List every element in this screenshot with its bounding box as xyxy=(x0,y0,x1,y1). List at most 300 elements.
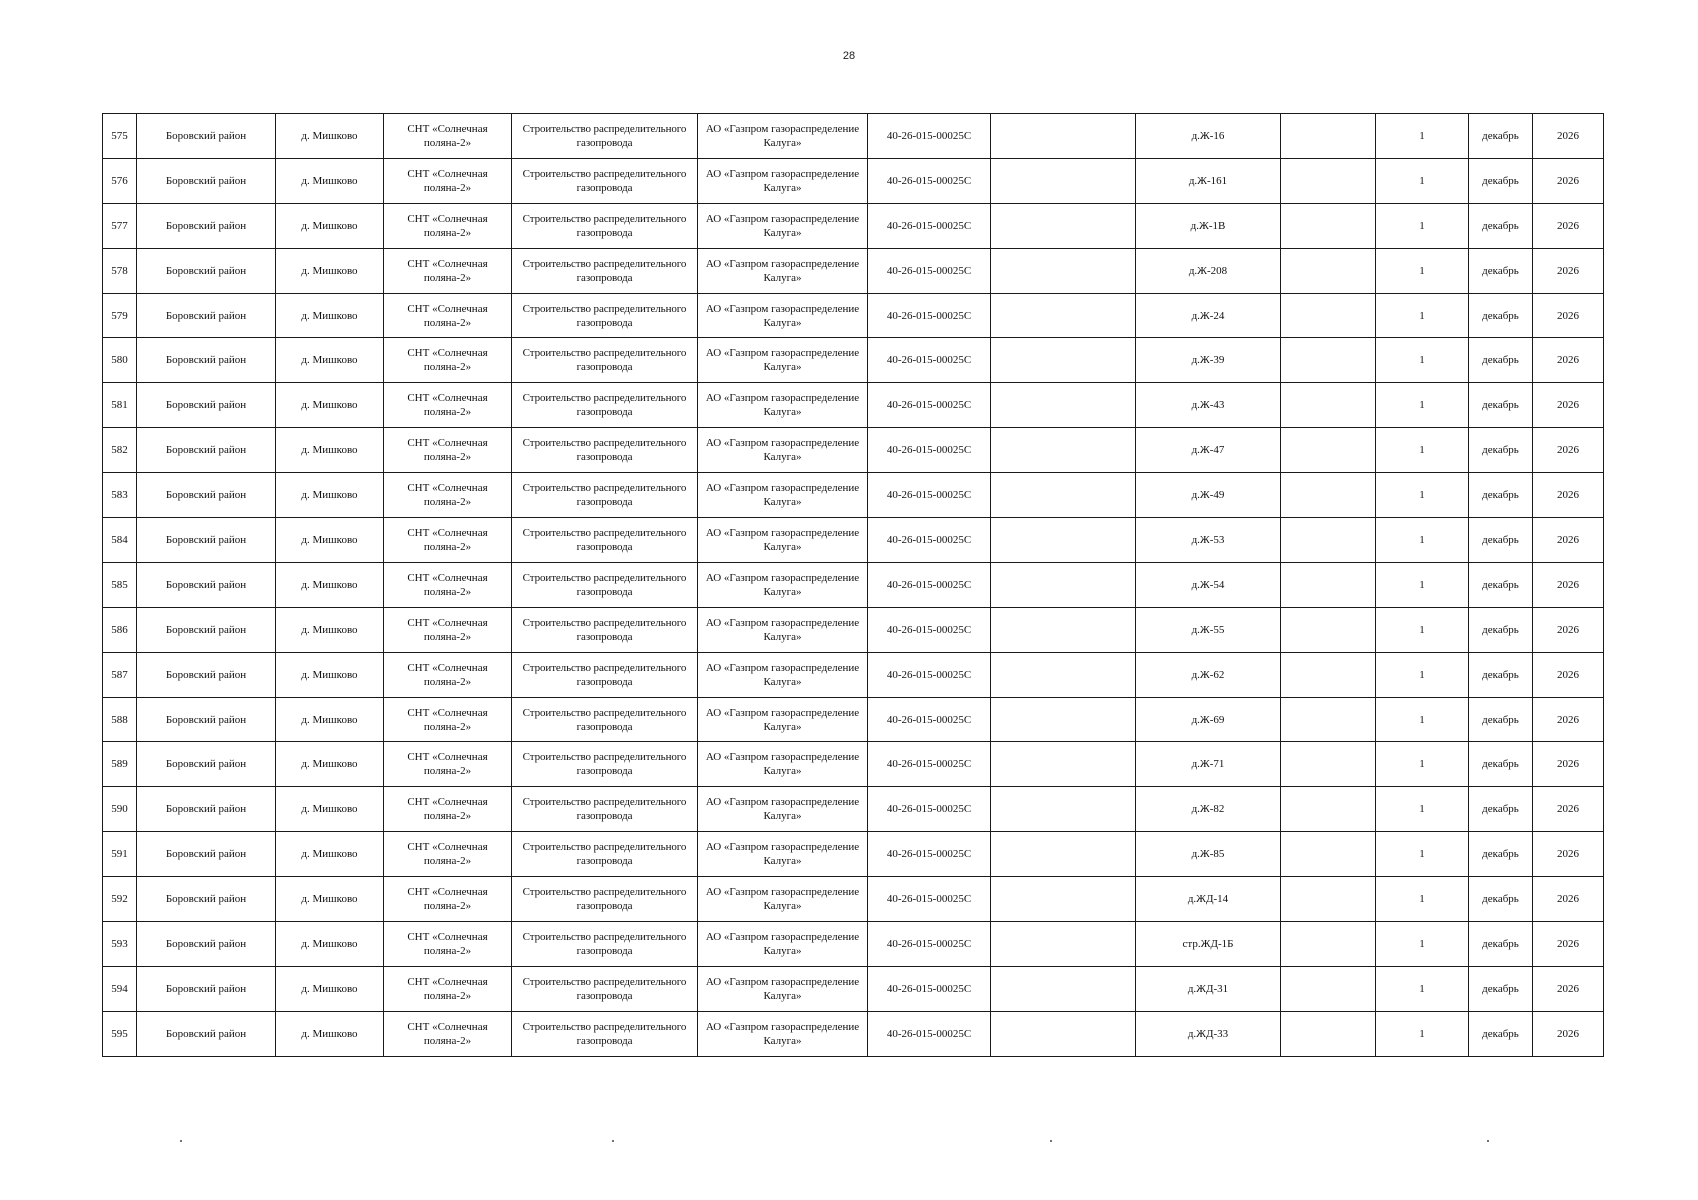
row-number-cell: 579 xyxy=(103,293,137,338)
organization-cell: АО «Газпром газораспределение Калуга» xyxy=(698,428,868,473)
month-cell: декабрь xyxy=(1469,293,1533,338)
month-cell: декабрь xyxy=(1469,652,1533,697)
table-row xyxy=(103,966,1604,1011)
project-code-cell: 40-26-015-00025С xyxy=(868,158,991,203)
snt-name-cell: СНТ «Солнечная поляна-2» xyxy=(384,293,512,338)
month-cell: декабрь xyxy=(1469,922,1533,967)
empty-cell xyxy=(991,877,1136,922)
empty-cell xyxy=(1281,652,1376,697)
empty-cell xyxy=(991,787,1136,832)
locality-cell: д. Мишково xyxy=(276,652,384,697)
year-cell: 2026 xyxy=(1533,832,1604,877)
empty-cell xyxy=(1281,1011,1376,1056)
month-cell: декабрь xyxy=(1469,518,1533,563)
locality-cell: д. Мишково xyxy=(276,248,384,293)
row-number-cell: 576 xyxy=(103,158,137,203)
month-cell: декабрь xyxy=(1469,966,1533,1011)
project-code-cell: 40-26-015-00025С xyxy=(868,607,991,652)
month-cell: декабрь xyxy=(1469,787,1533,832)
year-cell: 2026 xyxy=(1533,922,1604,967)
organization-cell: АО «Газпром газораспределение Калуга» xyxy=(698,248,868,293)
organization-cell: АО «Газпром газораспределение Калуга» xyxy=(698,787,868,832)
project-code-cell: 40-26-015-00025С xyxy=(868,338,991,383)
empty-cell xyxy=(1281,248,1376,293)
year-cell: 2026 xyxy=(1533,966,1604,1011)
organization-cell: АО «Газпром газораспределение Калуга» xyxy=(698,518,868,563)
empty-cell xyxy=(991,922,1136,967)
organization-cell: АО «Газпром газораспределение Калуга» xyxy=(698,293,868,338)
organization-cell: АО «Газпром газораспределение Калуга» xyxy=(698,697,868,742)
organization-cell: АО «Газпром газораспределение Калуга» xyxy=(698,473,868,518)
page-number: 28 xyxy=(842,50,856,62)
object-address-cell: д.Ж-71 xyxy=(1136,742,1281,787)
empty-cell xyxy=(1281,428,1376,473)
empty-cell xyxy=(991,518,1136,563)
quantity-cell: 1 xyxy=(1376,832,1469,877)
month-cell: декабрь xyxy=(1469,1011,1533,1056)
project-code-cell: 40-26-015-00025С xyxy=(868,966,991,1011)
snt-name-cell: СНТ «Солнечная поляна-2» xyxy=(384,966,512,1011)
quantity-cell: 1 xyxy=(1376,966,1469,1011)
table-row xyxy=(103,248,1604,293)
organization-cell: АО «Газпром газораспределение Калуга» xyxy=(698,652,868,697)
snt-name-cell: СНТ «Солнечная поляна-2» xyxy=(384,473,512,518)
table-row xyxy=(103,203,1604,248)
quantity-cell: 1 xyxy=(1376,338,1469,383)
month-cell: декабрь xyxy=(1469,607,1533,652)
quantity-cell: 1 xyxy=(1376,877,1469,922)
table-row xyxy=(103,607,1604,652)
work-type-cell: Строительство распределительного газопровода xyxy=(512,428,698,473)
table-row xyxy=(103,832,1604,877)
organization-cell: АО «Газпром газораспределение Калуга» xyxy=(698,832,868,877)
work-type-cell: Строительство распределительного газопровода xyxy=(512,922,698,967)
locality-cell: д. Мишково xyxy=(276,158,384,203)
row-number-cell: 594 xyxy=(103,966,137,1011)
object-address-cell: д.Ж-24 xyxy=(1136,293,1281,338)
gasification-registry-table xyxy=(102,113,1604,1057)
district-cell: Боровский район xyxy=(137,383,276,428)
work-type-cell: Строительство распределительного газопровода xyxy=(512,832,698,877)
locality-cell: д. Мишково xyxy=(276,697,384,742)
year-cell: 2026 xyxy=(1533,293,1604,338)
quantity-cell: 1 xyxy=(1376,922,1469,967)
snt-name-cell: СНТ «Солнечная поляна-2» xyxy=(384,787,512,832)
district-cell: Боровский район xyxy=(137,1011,276,1056)
quantity-cell: 1 xyxy=(1376,383,1469,428)
row-number-cell: 584 xyxy=(103,518,137,563)
object-address-cell: д.Ж-55 xyxy=(1136,607,1281,652)
snt-name-cell: СНТ «Солнечная поляна-2» xyxy=(384,607,512,652)
snt-name-cell: СНТ «Солнечная поляна-2» xyxy=(384,158,512,203)
row-number-cell: 577 xyxy=(103,203,137,248)
work-type-cell: Строительство распределительного газопровода xyxy=(512,1011,698,1056)
quantity-cell: 1 xyxy=(1376,1011,1469,1056)
project-code-cell: 40-26-015-00025С xyxy=(868,518,991,563)
month-cell: декабрь xyxy=(1469,338,1533,383)
project-code-cell: 40-26-015-00025С xyxy=(868,742,991,787)
empty-cell xyxy=(1281,203,1376,248)
quantity-cell: 1 xyxy=(1376,248,1469,293)
locality-cell: д. Мишково xyxy=(276,787,384,832)
table-row xyxy=(103,158,1604,203)
organization-cell: АО «Газпром газораспределение Калуга» xyxy=(698,338,868,383)
organization-cell: АО «Газпром газораспределение Калуга» xyxy=(698,742,868,787)
project-code-cell: 40-26-015-00025С xyxy=(868,114,991,159)
scan-speck xyxy=(1050,1140,1052,1142)
empty-cell xyxy=(991,158,1136,203)
month-cell: декабрь xyxy=(1469,383,1533,428)
empty-cell xyxy=(1281,922,1376,967)
empty-cell xyxy=(991,293,1136,338)
district-cell: Боровский район xyxy=(137,428,276,473)
snt-name-cell: СНТ «Солнечная поляна-2» xyxy=(384,383,512,428)
empty-cell xyxy=(1281,114,1376,159)
locality-cell: д. Мишково xyxy=(276,832,384,877)
month-cell: декабрь xyxy=(1469,473,1533,518)
empty-cell xyxy=(1281,338,1376,383)
locality-cell: д. Мишково xyxy=(276,293,384,338)
empty-cell xyxy=(991,383,1136,428)
locality-cell: д. Мишково xyxy=(276,518,384,563)
quantity-cell: 1 xyxy=(1376,518,1469,563)
object-address-cell: д.Ж-62 xyxy=(1136,652,1281,697)
district-cell: Боровский район xyxy=(137,832,276,877)
year-cell: 2026 xyxy=(1533,428,1604,473)
work-type-cell: Строительство распределительного газопровода xyxy=(512,338,698,383)
snt-name-cell: СНТ «Солнечная поляна-2» xyxy=(384,832,512,877)
district-cell: Боровский район xyxy=(137,607,276,652)
locality-cell: д. Мишково xyxy=(276,338,384,383)
snt-name-cell: СНТ «Солнечная поляна-2» xyxy=(384,518,512,563)
table-row xyxy=(103,652,1604,697)
empty-cell xyxy=(1281,607,1376,652)
project-code-cell: 40-26-015-00025С xyxy=(868,293,991,338)
year-cell: 2026 xyxy=(1533,518,1604,563)
table-row xyxy=(103,787,1604,832)
table-row xyxy=(103,877,1604,922)
month-cell: декабрь xyxy=(1469,203,1533,248)
object-address-cell: д.Ж-161 xyxy=(1136,158,1281,203)
work-type-cell: Строительство распределительного газопровода xyxy=(512,652,698,697)
empty-cell xyxy=(991,1011,1136,1056)
year-cell: 2026 xyxy=(1533,473,1604,518)
quantity-cell: 1 xyxy=(1376,114,1469,159)
month-cell: декабрь xyxy=(1469,114,1533,159)
organization-cell: АО «Газпром газораспределение Калуга» xyxy=(698,1011,868,1056)
empty-cell xyxy=(991,562,1136,607)
project-code-cell: 40-26-015-00025С xyxy=(868,922,991,967)
object-address-cell: д.Ж-39 xyxy=(1136,338,1281,383)
object-address-cell: д.Ж-16 xyxy=(1136,114,1281,159)
table-row xyxy=(103,383,1604,428)
empty-cell xyxy=(991,966,1136,1011)
year-cell: 2026 xyxy=(1533,203,1604,248)
locality-cell: д. Мишково xyxy=(276,877,384,922)
empty-cell xyxy=(1281,787,1376,832)
object-address-cell: д.ЖД-31 xyxy=(1136,966,1281,1011)
table-row xyxy=(103,473,1604,518)
month-cell: декабрь xyxy=(1469,562,1533,607)
row-number-cell: 575 xyxy=(103,114,137,159)
empty-cell xyxy=(1281,832,1376,877)
project-code-cell: 40-26-015-00025С xyxy=(868,203,991,248)
quantity-cell: 1 xyxy=(1376,562,1469,607)
row-number-cell: 578 xyxy=(103,248,137,293)
work-type-cell: Строительство распределительного газопровода xyxy=(512,518,698,563)
year-cell: 2026 xyxy=(1533,652,1604,697)
district-cell: Боровский район xyxy=(137,203,276,248)
locality-cell: д. Мишково xyxy=(276,562,384,607)
snt-name-cell: СНТ «Солнечная поляна-2» xyxy=(384,652,512,697)
locality-cell: д. Мишково xyxy=(276,428,384,473)
snt-name-cell: СНТ «Солнечная поляна-2» xyxy=(384,1011,512,1056)
table-row xyxy=(103,562,1604,607)
month-cell: декабрь xyxy=(1469,158,1533,203)
locality-cell: д. Мишково xyxy=(276,742,384,787)
row-number-cell: 587 xyxy=(103,652,137,697)
row-number-cell: 581 xyxy=(103,383,137,428)
district-cell: Боровский район xyxy=(137,293,276,338)
row-number-cell: 586 xyxy=(103,607,137,652)
object-address-cell: д.Ж-82 xyxy=(1136,787,1281,832)
quantity-cell: 1 xyxy=(1376,473,1469,518)
row-number-cell: 593 xyxy=(103,922,137,967)
row-number-cell: 585 xyxy=(103,562,137,607)
locality-cell: д. Мишково xyxy=(276,114,384,159)
work-type-cell: Строительство распределительного газопровода xyxy=(512,114,698,159)
organization-cell: АО «Газпром газораспределение Калуга» xyxy=(698,877,868,922)
locality-cell: д. Мишково xyxy=(276,966,384,1011)
work-type-cell: Строительство распределительного газопровода xyxy=(512,562,698,607)
month-cell: декабрь xyxy=(1469,877,1533,922)
snt-name-cell: СНТ «Солнечная поляна-2» xyxy=(384,877,512,922)
table-row xyxy=(103,338,1604,383)
empty-cell xyxy=(1281,473,1376,518)
empty-cell xyxy=(991,652,1136,697)
empty-cell xyxy=(991,832,1136,877)
quantity-cell: 1 xyxy=(1376,203,1469,248)
object-address-cell: д.Ж-208 xyxy=(1136,248,1281,293)
quantity-cell: 1 xyxy=(1376,607,1469,652)
quantity-cell: 1 xyxy=(1376,787,1469,832)
district-cell: Боровский район xyxy=(137,158,276,203)
row-number-cell: 595 xyxy=(103,1011,137,1056)
district-cell: Боровский район xyxy=(137,248,276,293)
month-cell: декабрь xyxy=(1469,248,1533,293)
work-type-cell: Строительство распределительного газопровода xyxy=(512,607,698,652)
table-row xyxy=(103,922,1604,967)
locality-cell: д. Мишково xyxy=(276,1011,384,1056)
year-cell: 2026 xyxy=(1533,158,1604,203)
table-row xyxy=(103,697,1604,742)
table-row xyxy=(103,114,1604,159)
district-cell: Боровский район xyxy=(137,652,276,697)
locality-cell: д. Мишково xyxy=(276,203,384,248)
month-cell: декабрь xyxy=(1469,832,1533,877)
work-type-cell: Строительство распределительного газопровода xyxy=(512,293,698,338)
empty-cell xyxy=(991,742,1136,787)
table-row xyxy=(103,293,1604,338)
organization-cell: АО «Газпром газораспределение Калуга» xyxy=(698,922,868,967)
empty-cell xyxy=(1281,742,1376,787)
empty-cell xyxy=(991,607,1136,652)
snt-name-cell: СНТ «Солнечная поляна-2» xyxy=(384,562,512,607)
organization-cell: АО «Газпром газораспределение Калуга» xyxy=(698,607,868,652)
quantity-cell: 1 xyxy=(1376,652,1469,697)
project-code-cell: 40-26-015-00025С xyxy=(868,562,991,607)
district-cell: Боровский район xyxy=(137,562,276,607)
work-type-cell: Строительство распределительного газопровода xyxy=(512,383,698,428)
empty-cell xyxy=(1281,966,1376,1011)
project-code-cell: 40-26-015-00025С xyxy=(868,473,991,518)
empty-cell xyxy=(991,114,1136,159)
work-type-cell: Строительство распределительного газопровода xyxy=(512,158,698,203)
table-row xyxy=(103,742,1604,787)
district-cell: Боровский район xyxy=(137,787,276,832)
year-cell: 2026 xyxy=(1533,607,1604,652)
year-cell: 2026 xyxy=(1533,697,1604,742)
year-cell: 2026 xyxy=(1533,742,1604,787)
empty-cell xyxy=(991,473,1136,518)
month-cell: декабрь xyxy=(1469,697,1533,742)
table-row xyxy=(103,428,1604,473)
scan-speck xyxy=(612,1140,614,1142)
work-type-cell: Строительство распределительного газопровода xyxy=(512,966,698,1011)
empty-cell xyxy=(991,697,1136,742)
row-number-cell: 580 xyxy=(103,338,137,383)
object-address-cell: д.Ж-1В xyxy=(1136,203,1281,248)
project-code-cell: 40-26-015-00025С xyxy=(868,428,991,473)
row-number-cell: 590 xyxy=(103,787,137,832)
snt-name-cell: СНТ «Солнечная поляна-2» xyxy=(384,114,512,159)
work-type-cell: Строительство распределительного газопровода xyxy=(512,248,698,293)
quantity-cell: 1 xyxy=(1376,742,1469,787)
table-row xyxy=(103,518,1604,563)
organization-cell: АО «Газпром газораспределение Калуга» xyxy=(698,158,868,203)
district-cell: Боровский район xyxy=(137,877,276,922)
locality-cell: д. Мишково xyxy=(276,383,384,428)
work-type-cell: Строительство распределительного газопровода xyxy=(512,877,698,922)
year-cell: 2026 xyxy=(1533,114,1604,159)
row-number-cell: 582 xyxy=(103,428,137,473)
snt-name-cell: СНТ «Солнечная поляна-2» xyxy=(384,203,512,248)
year-cell: 2026 xyxy=(1533,562,1604,607)
snt-name-cell: СНТ «Солнечная поляна-2» xyxy=(384,697,512,742)
project-code-cell: 40-26-015-00025С xyxy=(868,697,991,742)
registry-table-body xyxy=(103,114,1604,1057)
locality-cell: д. Мишково xyxy=(276,607,384,652)
year-cell: 2026 xyxy=(1533,248,1604,293)
empty-cell xyxy=(991,248,1136,293)
organization-cell: АО «Газпром газораспределение Калуга» xyxy=(698,383,868,428)
district-cell: Боровский район xyxy=(137,922,276,967)
month-cell: декабрь xyxy=(1469,428,1533,473)
quantity-cell: 1 xyxy=(1376,697,1469,742)
quantity-cell: 1 xyxy=(1376,428,1469,473)
row-number-cell: 592 xyxy=(103,877,137,922)
row-number-cell: 583 xyxy=(103,473,137,518)
object-address-cell: д.Ж-47 xyxy=(1136,428,1281,473)
scan-speck xyxy=(1487,1140,1489,1142)
organization-cell: АО «Газпром газораспределение Калуга» xyxy=(698,114,868,159)
month-cell: декабрь xyxy=(1469,742,1533,787)
quantity-cell: 1 xyxy=(1376,293,1469,338)
district-cell: Боровский район xyxy=(137,966,276,1011)
snt-name-cell: СНТ «Солнечная поляна-2» xyxy=(384,922,512,967)
project-code-cell: 40-26-015-00025С xyxy=(868,787,991,832)
object-address-cell: стр.ЖД-1Б xyxy=(1136,922,1281,967)
year-cell: 2026 xyxy=(1533,338,1604,383)
organization-cell: АО «Газпром газораспределение Калуга» xyxy=(698,562,868,607)
empty-cell xyxy=(1281,877,1376,922)
locality-cell: д. Мишково xyxy=(276,922,384,967)
year-cell: 2026 xyxy=(1533,787,1604,832)
work-type-cell: Строительство распределительного газопровода xyxy=(512,203,698,248)
quantity-cell: 1 xyxy=(1376,158,1469,203)
empty-cell xyxy=(1281,518,1376,563)
object-address-cell: д.Ж-54 xyxy=(1136,562,1281,607)
project-code-cell: 40-26-015-00025С xyxy=(868,383,991,428)
object-address-cell: д.ЖД-33 xyxy=(1136,1011,1281,1056)
object-address-cell: д.ЖД-14 xyxy=(1136,877,1281,922)
district-cell: Боровский район xyxy=(137,114,276,159)
district-cell: Боровский район xyxy=(137,697,276,742)
empty-cell xyxy=(1281,158,1376,203)
work-type-cell: Строительство распределительного газопровода xyxy=(512,473,698,518)
snt-name-cell: СНТ «Солнечная поляна-2» xyxy=(384,428,512,473)
object-address-cell: д.Ж-85 xyxy=(1136,832,1281,877)
year-cell: 2026 xyxy=(1533,1011,1604,1056)
empty-cell xyxy=(1281,383,1376,428)
year-cell: 2026 xyxy=(1533,383,1604,428)
year-cell: 2026 xyxy=(1533,877,1604,922)
project-code-cell: 40-26-015-00025С xyxy=(868,877,991,922)
district-cell: Боровский район xyxy=(137,338,276,383)
object-address-cell: д.Ж-43 xyxy=(1136,383,1281,428)
organization-cell: АО «Газпром газораспределение Калуга» xyxy=(698,203,868,248)
district-cell: Боровский район xyxy=(137,518,276,563)
empty-cell xyxy=(991,428,1136,473)
empty-cell xyxy=(991,338,1136,383)
work-type-cell: Строительство распределительного газопровода xyxy=(512,787,698,832)
object-address-cell: д.Ж-53 xyxy=(1136,518,1281,563)
snt-name-cell: СНТ «Солнечная поляна-2» xyxy=(384,742,512,787)
project-code-cell: 40-26-015-00025С xyxy=(868,832,991,877)
snt-name-cell: СНТ «Солнечная поляна-2» xyxy=(384,248,512,293)
empty-cell xyxy=(1281,697,1376,742)
object-address-cell: д.Ж-69 xyxy=(1136,697,1281,742)
snt-name-cell: СНТ «Солнечная поляна-2» xyxy=(384,338,512,383)
row-number-cell: 591 xyxy=(103,832,137,877)
empty-cell xyxy=(1281,293,1376,338)
project-code-cell: 40-26-015-00025С xyxy=(868,248,991,293)
district-cell: Боровский район xyxy=(137,473,276,518)
empty-cell xyxy=(991,203,1136,248)
project-code-cell: 40-26-015-00025С xyxy=(868,652,991,697)
row-number-cell: 588 xyxy=(103,697,137,742)
organization-cell: АО «Газпром газораспределение Калуга» xyxy=(698,966,868,1011)
scan-speck xyxy=(180,1140,182,1142)
project-code-cell: 40-26-015-00025С xyxy=(868,1011,991,1056)
locality-cell: д. Мишково xyxy=(276,473,384,518)
empty-cell xyxy=(1281,562,1376,607)
district-cell: Боровский район xyxy=(137,742,276,787)
object-address-cell: д.Ж-49 xyxy=(1136,473,1281,518)
row-number-cell: 589 xyxy=(103,742,137,787)
work-type-cell: Строительство распределительного газопровода xyxy=(512,697,698,742)
table-row xyxy=(103,1011,1604,1056)
